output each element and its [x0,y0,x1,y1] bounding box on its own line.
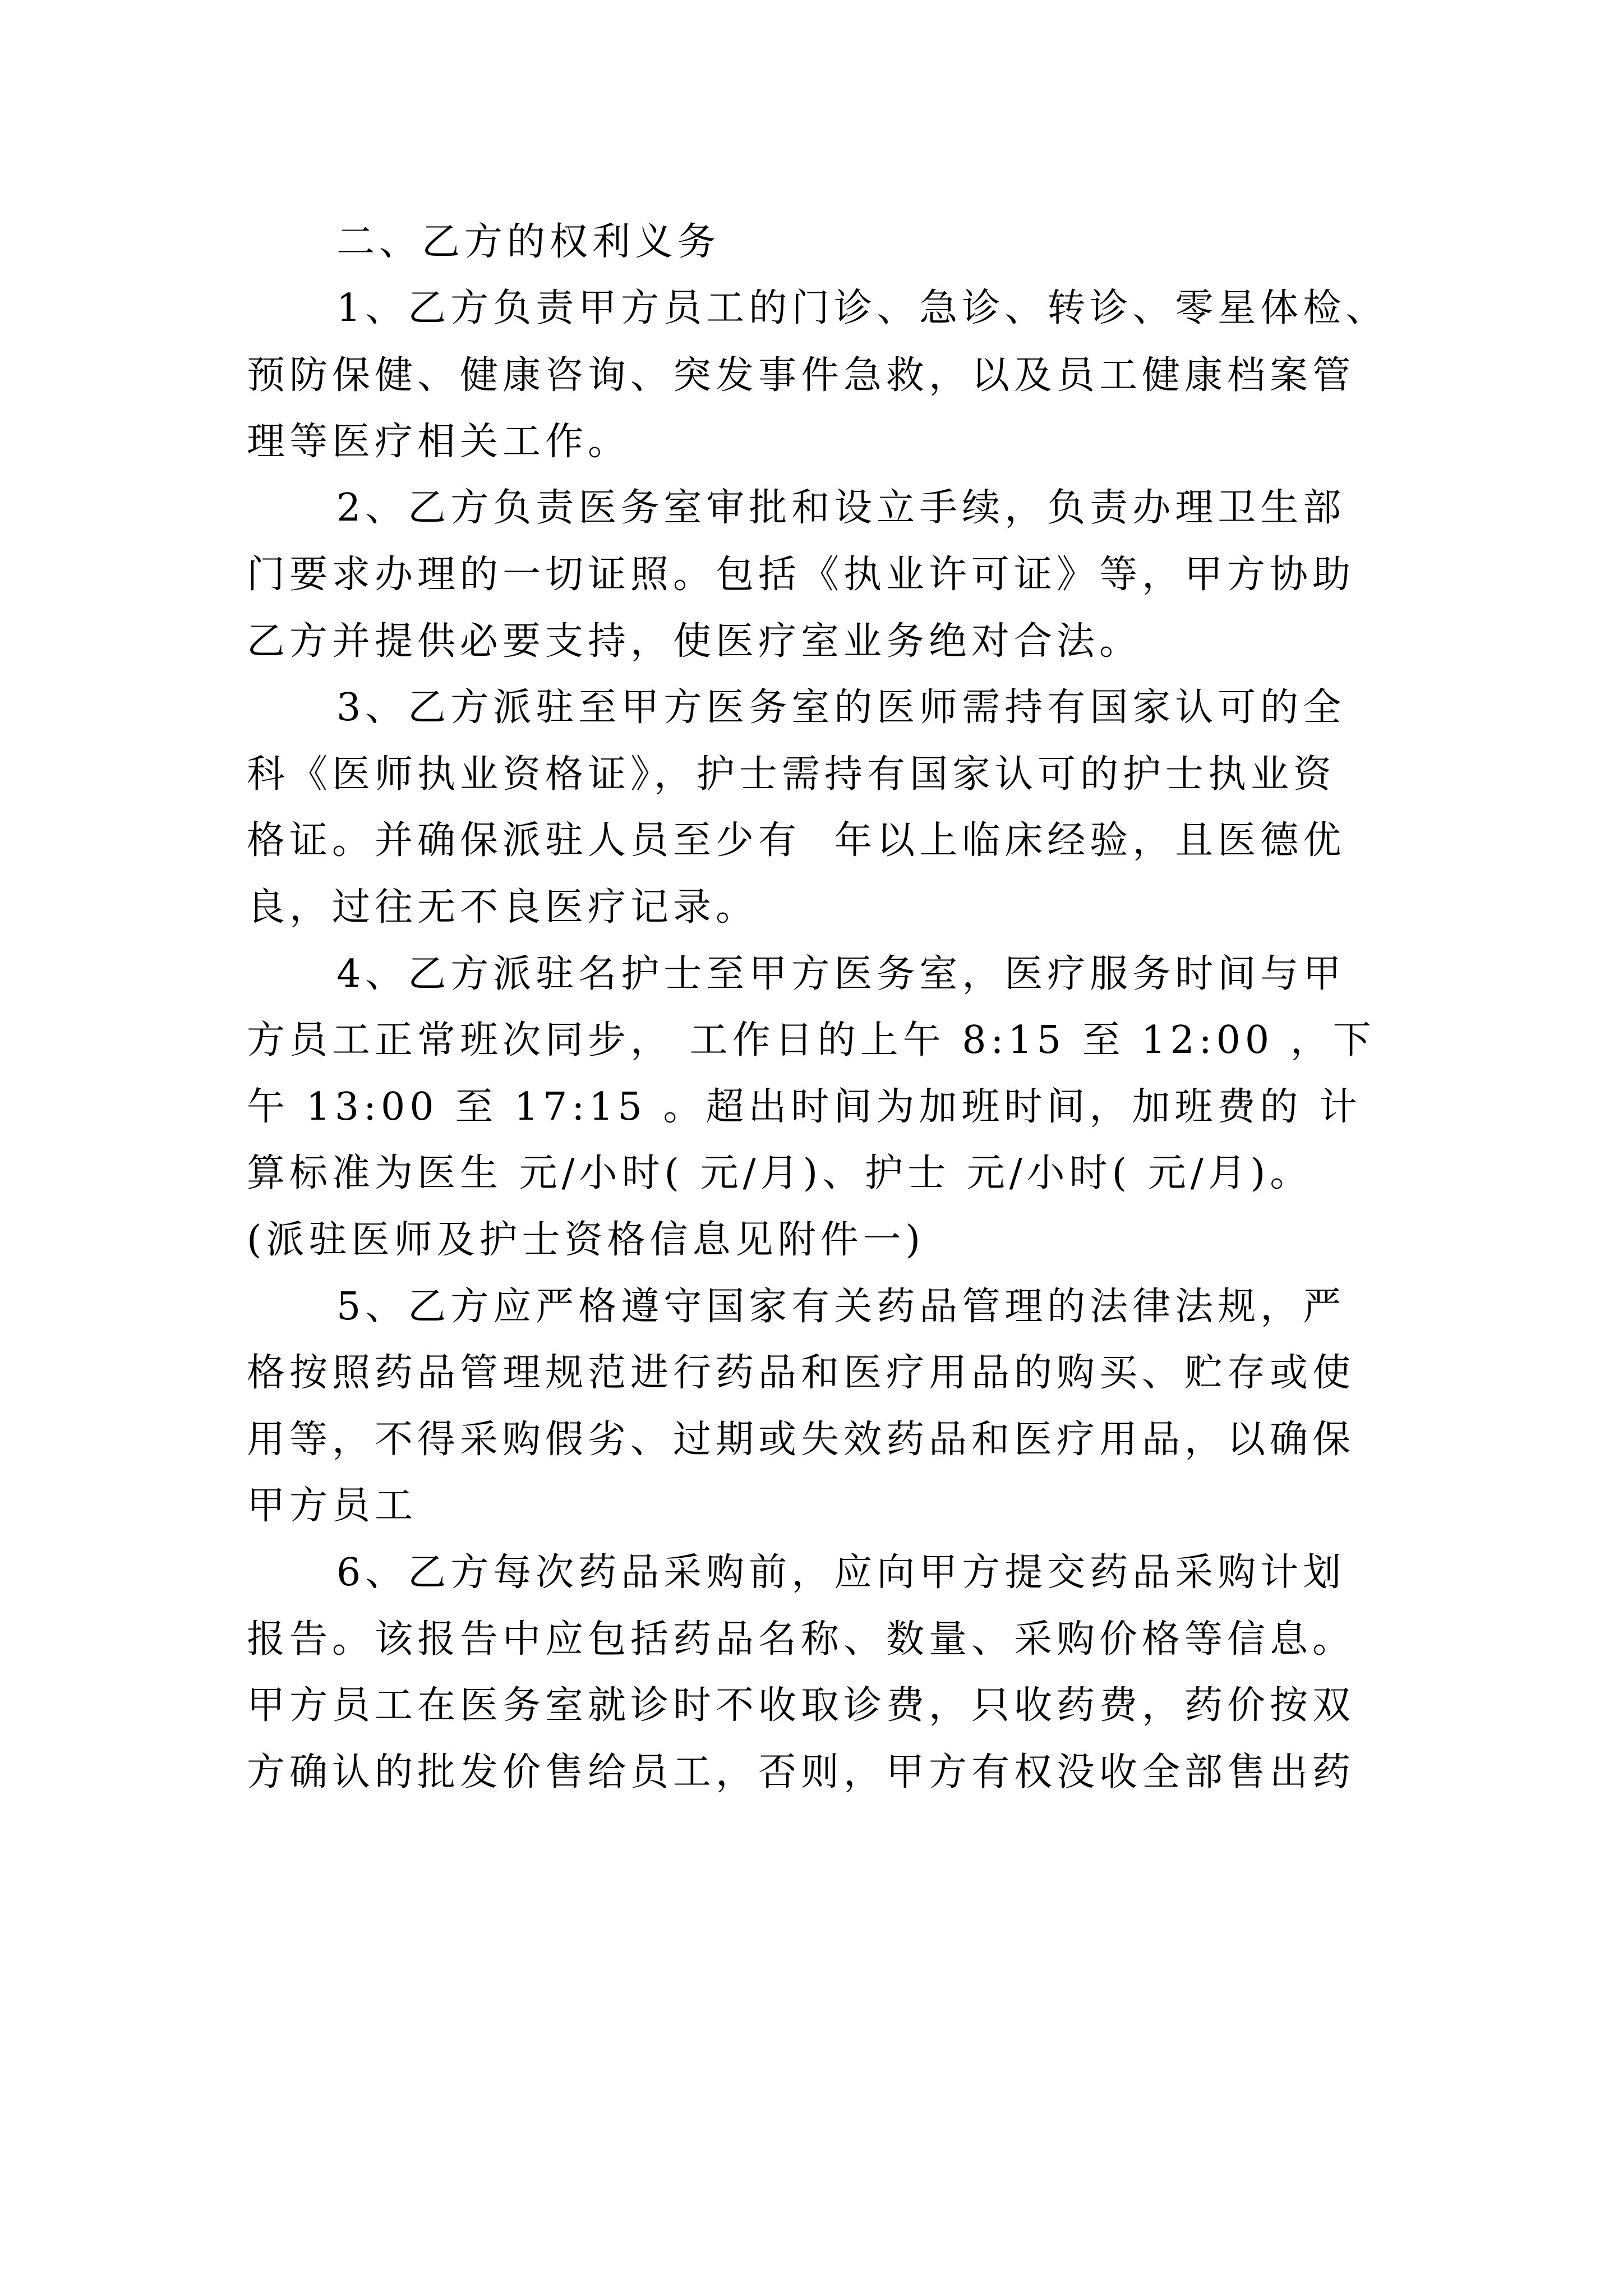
clause-4-line-1: 4、乙方派驻名护士至甲方医务室，医疗服务时间与甲 [336,952,1346,996]
section-heading: 二、乙方的权利义务 [336,220,721,264]
clause-1-line-2: 预防保健、健康咨询、突发事件急救，以及员工健康档案管 [247,353,1355,398]
clause-2-line-1: 2、乙方负责医务室审批和设立手续，负责办理卫生部 [336,486,1346,530]
clause-3-line-2: 科《医师执业资格证》，护士需持有国家认可的护士执业资 [247,752,1336,797]
clause-4-line-2: 方员工正常班次同步， 工作日的上午 8:15 至 12:00 ，下 [247,1018,1376,1062]
clause-6-line-3: 甲方员工在医务室就诊时不收取诊费，只收药费，药价按双 [247,1683,1355,1728]
clause-3-line-1: 3、乙方派驻至甲方医务室的医师需持有国家认可的全 [336,685,1346,730]
clause-4-line-3: 午 13:00 至 17:15 。超出时间为加班时间，加班费的 计 [247,1085,1362,1129]
clause-5-line-3: 用等，不得采购假劣、过期或失效药品和医疗用品，以确保 [247,1418,1355,1462]
clause-6-line-4: 方确认的批发价售给员工，否则，甲方有权没收全部售出药 [247,1750,1355,1795]
clause-5-line-4: 甲方员工 [247,1484,418,1528]
clause-1-line-3: 理等医疗相关工作。 [247,420,631,464]
clause-3-line-4: 良，过往无不良医疗记录。 [247,885,759,930]
clause-2-line-2: 门要求办理的一切证照。包括《执业许可证》等，甲方协助 [247,553,1355,597]
clause-5-line-1: 5、乙方应严格遵守国家有关药品管理的法律法规，严 [336,1285,1346,1329]
clause-5-line-2: 格按照药品管理规范进行药品和医疗用品的购买、贮存或使 [247,1351,1355,1395]
clause-4-line-4: 算标准为医生 元/小时( 元/月)、护士 元/小时( 元/月)。 [247,1151,1313,1195]
clause-4-line-5: (派驻医师及护士资格信息见附件一) [247,1218,925,1262]
clause-6-line-2: 报告。该报告中应包括药品名称、数量、采购价格等信息。 [247,1617,1355,1662]
clause-2-line-3: 乙方并提供必要支持，使医疗室业务绝对合法。 [247,619,1142,664]
clause-3-line-3: 格证。并确保派驻人员至少有 年以上临床经验，且医德优 [247,818,1346,863]
clause-1-line-1: 1、乙方负责甲方员工的门诊、急诊、转诊、零星体检、 [336,286,1389,330]
clause-6-line-1: 6、乙方每次药品采购前，应向甲方提交药品采购计划 [336,1550,1346,1595]
